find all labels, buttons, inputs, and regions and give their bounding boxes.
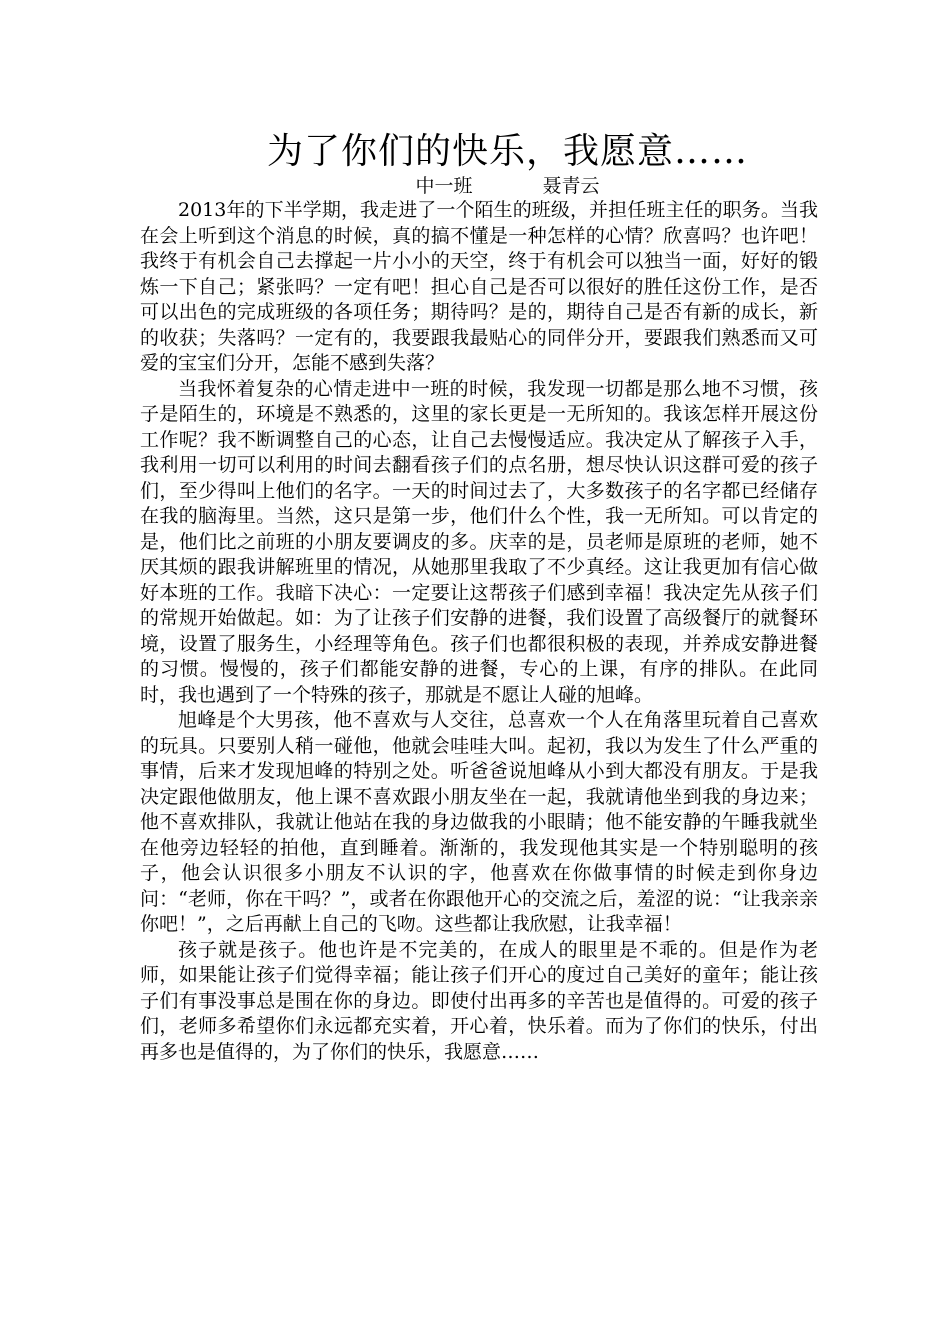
paragraph-1: 2013年的下半学期，我走进了一个陌生的班级，并担任班主任的职务。当我在会上听到这个消息的时候，真的搞不懂是一种怎样的心情？欣喜吗？也许吧！我终于有机会自己去撑起一片小小的天空，终于有机会可以独当一面，好好的锻炼一下自己；紧张吗？一定有吧！担心自己是否可以很好的胜任这份工作，是否可以出色的完成班级的各项任务；期待吗？是的，期待自己是否有新的成长，新的收获；失落吗？一定有的，我要跟我最贴心的同伴分开，要跟我们熟悉而又可爱的宝宝们分开，怎能不感到失落？ bbox=[140, 199, 818, 374]
byline bbox=[140, 174, 875, 198]
document-title: 为了你们的快乐，我愿意…… bbox=[266, 131, 748, 172]
article-body bbox=[140, 198, 818, 1065]
paragraph-4: 孩子就是孩子。他也许是不完美的，在成人的眼里是不乖的。但是作为老师，如果能让孩子们觉得幸福；能让孩子们开心的度过自己美好的童年；能让孩子们有事没事总是围在你的身边。即使付出再多的辛苦也是值得的。可爱的孩子们，老师多希望你们永远都充实着，开心着，快乐着。而为了你们的快乐，付出再多也是值得的，为了你们的快乐，我愿意…… bbox=[140, 938, 818, 1063]
paragraph-3: 旭峰是个大男孩，他不喜欢与人交往，总喜欢一个人在角落里玩着自己喜欢的玩具。只要别人稍一碰他，他就会哇哇大叫。起初，我以为发生了什么严重的事情，后来才发现旭峰的特别之处。听爸爸说旭峰从小到大都没有朋友。于是我决定跟他做朋友，他上课不喜欢跟小朋友坐在一起，我就请他坐到我的身边来；他不喜欢排队，我就让他站在我的身边做我的小眼睛；他不能安静的午睡我就坐在他旁边轻轻的拍他，直到睡着。渐渐的，我发现他其实是一个特别聪明的孩子，他会认识很多小朋友不认识的字，他喜欢在你做事情的时候走到你身边问：“老师，你在干吗？”，或者在你跟他开心的交流之后，羞涩的说：“让我亲亲你吧！”，之后再献上自己的飞吻。这些都让我欣慰，让我幸福！ bbox=[140, 709, 818, 935]
paragraph-2: 当我怀着复杂的心情走进中一班的时候，我发现一切都是那么地不习惯，孩子是陌生的，环境是不熟悉的，这里的家长更是一无所知的。我该怎样开展这份工作呢？我不断调整自己的心态，让自己去慢慢适应。我决定从了解孩子入手，我利用一切可以利用的时间去翻看孩子们的点名册，想尽快认识这群可爱的孩子们，至少得叫上他们的名字。一天的时间过去了，大多数孩子的名字都已经储存在我的脑海里。当然，这只是第一步，他们什么个性，我一无所知。可以肯定的是，他们比之前班的小朋友要调皮的多。庆幸的是，员老师是原班的老师，她不厌其烦的跟我讲解班里的情况，从她那里我取了不少真经。这让我更加有信心做好本班的工作。我暗下决心：一定要让这帮孩子们感到幸福！我决定先从孩子们的常规开始做起。如：为了让孩子们安静的进餐，我们设置了高级餐厅的就餐环境，设置了服务生，小经理等角色。孩子们也都很积极的表现，并养成安静进餐的习惯。慢慢的，孩子们都能安静的进餐，专心的上课，有序的排队。在此同时，我也遇到了一个特殊的孩子，那就是不愿让人碰的旭峰。 bbox=[140, 377, 818, 706]
author-name: 聂青云 bbox=[542, 175, 600, 197]
class-name: 中一班 bbox=[415, 175, 473, 197]
